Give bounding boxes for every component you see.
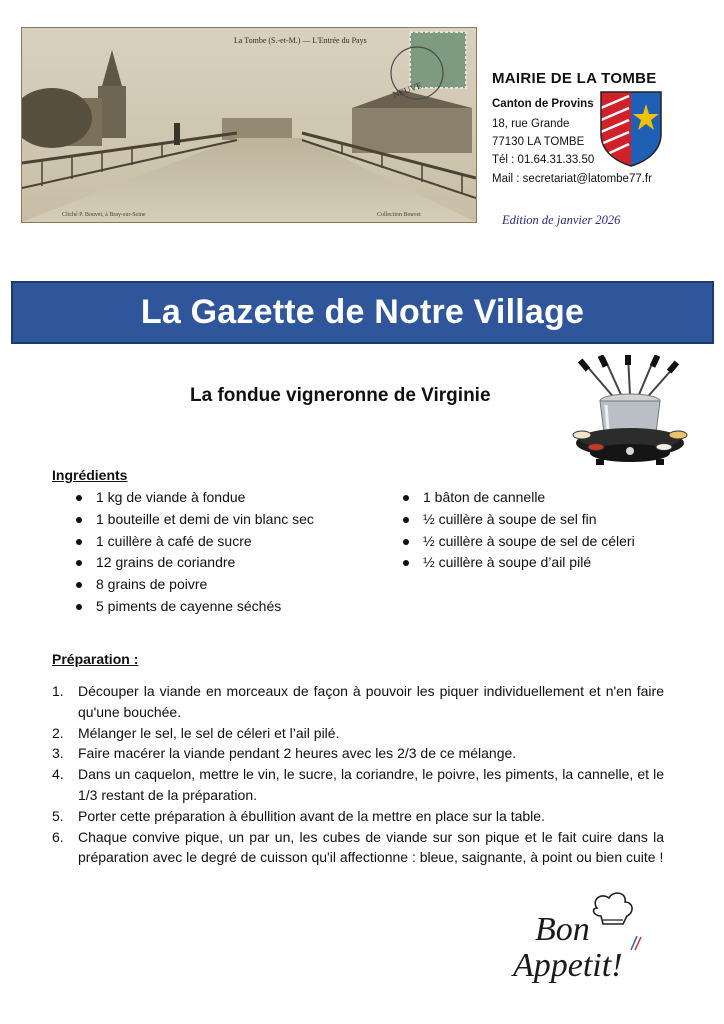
step-text: Mélanger le sel, le sel de céleri et l’ail pilé. — [78, 724, 340, 741]
preparation-steps — [52, 681, 664, 868]
step-number: 4. — [52, 766, 64, 783]
list-item: ½ cuillère à soupe d’ail pilé — [403, 552, 635, 574]
list-item: 8 grains de poivre — [76, 574, 314, 596]
telephone: Tél : 01.64.31.33.50 — [492, 154, 595, 166]
photo-credit-left: Cliché P. Bouvet, à Bray-sur-Seine — [62, 212, 146, 218]
ingredients-list-left — [76, 487, 314, 618]
step-item — [52, 827, 664, 869]
preparation-heading: Préparation : — [52, 651, 139, 667]
ingredients-list-right — [403, 487, 635, 574]
appetit-text: Appetit! — [513, 947, 623, 984]
step-text: Porter cette préparation à ébullition avant de la mettre en place sur la table. — [78, 807, 545, 824]
edition-date: Edition de janvier 2026 — [502, 213, 621, 227]
stamp-text: NEUVE — [391, 80, 424, 100]
list-item: 1 cuillère à café de sucre — [76, 531, 314, 553]
list-item: 1 kg de viande à fondue — [76, 487, 314, 509]
step-number: 6. — [52, 828, 64, 845]
ingredients-heading: Ingrédients — [52, 467, 128, 483]
gazette-title: La Gazette de Notre Village — [140, 293, 585, 331]
step-number: 5. — [52, 807, 64, 824]
step-item — [52, 743, 664, 764]
list-item: ½ cuillère à soupe de sel fin — [403, 509, 635, 531]
step-text: Dans un caquelon, mettre le vin, le sucre, la coriandre, le poivre, les piments, la cannelle, et le 1/3 restant de la préparation. — [78, 766, 664, 803]
step-item — [52, 681, 664, 723]
list-item: 5 piments de cayenne séchés — [76, 596, 314, 618]
step-number: 3. — [52, 745, 64, 762]
bon-text: Bon — [535, 911, 590, 948]
step-text: Chaque convive pique, un par un, les cubes de viande sur son pique et le fait cuire dans la préparation avec le degré de cuisson qu'il affectionne : bleue, saignante, à point ou bien cuite ! — [78, 828, 664, 866]
step-number: 2. — [52, 724, 64, 741]
photo-caption: La Tombe (S.-et-M.) — L'Entrée du Pays — [234, 36, 367, 45]
bon-appetit-logo — [505, 890, 645, 990]
coat-of-arms-icon — [599, 90, 663, 168]
list-item: 12 grains de coriandre — [76, 552, 314, 574]
step-number: 1. — [52, 683, 64, 699]
step-item — [52, 723, 664, 744]
village-postcard-photo — [21, 27, 477, 223]
photo-credit-right: Collection Bouvet — [377, 212, 421, 218]
street-address: 18, rue Grande — [492, 118, 570, 130]
list-item: 1 bâton de cannelle — [403, 487, 635, 509]
step-item — [52, 764, 664, 806]
fondue-set-icon — [566, 355, 694, 470]
step-text: Découper la viande en morceaux de façon à pouvoir les piquer individuellement et n'en faire qu'une bouchée. — [78, 683, 664, 720]
city-address: 77130 LA TOMBE — [492, 136, 585, 148]
email-address: Mail : secretariat@latombe77.fr — [492, 173, 652, 185]
mairie-title: MAIRIE DE LA TOMBE — [492, 70, 657, 87]
gazette-banner — [11, 281, 714, 344]
canton-label: Canton de Provins — [492, 98, 594, 110]
step-item — [52, 806, 664, 827]
list-item: ½ cuillère à soupe de sel de céleri — [403, 531, 635, 553]
recipe-title: La fondue vigneronne de Virginie — [190, 385, 491, 406]
list-item: 1 bouteille et demi de vin blanc sec — [76, 509, 314, 531]
step-text: Faire macérer la viande pendant 2 heures avec les 2/3 de ce mélange. — [78, 745, 517, 762]
